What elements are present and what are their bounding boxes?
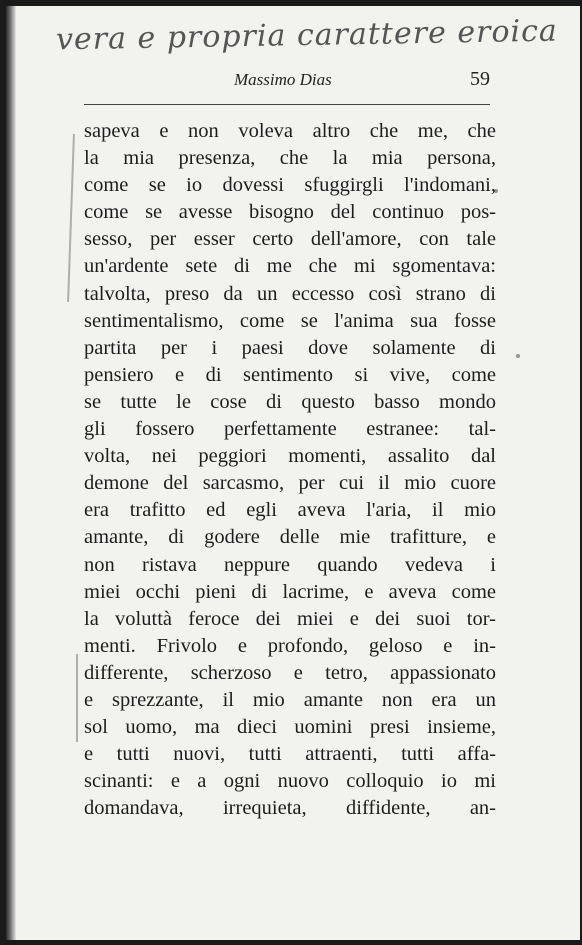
body-text [84, 118, 496, 822]
text-line: pensiero e di sentimento si vive, come [84, 363, 496, 386]
handwritten-annotation: vera e propria carattere eroica [55, 13, 559, 58]
text-line: non ristava neppure quando vedeva i [84, 553, 496, 576]
text-line: menti. Frivolo e profondo, geloso e in- [84, 634, 496, 657]
text-line: volta, nei peggiori momenti, assalito dal [84, 445, 496, 468]
text-line: un'ardente sete di me che mi sgomentava: [84, 255, 496, 278]
margin-pencil-mark [67, 134, 75, 302]
text-line: e sprezzante, il mio amante non era un [84, 688, 496, 711]
text-line: scinanti: e a ogni nuovo colloquio io mi [84, 770, 496, 793]
text-line: partita per i paesi dove solamente di [84, 336, 496, 359]
page-binding-edge [6, 6, 16, 940]
text-line: miei occhi pieni di lacrime, e aveva come [84, 580, 496, 603]
text-line: la voluttà feroce dei miei e dei suoi tor- [84, 607, 496, 630]
paper-speck [516, 354, 520, 358]
header-rule [84, 104, 490, 105]
text-line: sapeva e non voleva altro che me, che [84, 120, 496, 142]
text-line: domandava, irrequieta, diffidente, an- [84, 797, 496, 820]
text-line: sol uomo, ma dieci uomini presi insieme, [84, 716, 496, 739]
page-header [84, 66, 490, 106]
text-line: come se avesse bisogno del continuo pos- [84, 201, 496, 224]
text-line: era trafitto ed egli aveva l'aria, il mio [84, 499, 496, 522]
text-line: gli fossero perfettamente estranee: tal- [84, 418, 496, 441]
text-line: demone del sarcasmo, per cui il mio cuore [84, 472, 496, 495]
text-line: amante, di godere delle mie trafitture, e [84, 526, 496, 549]
text-line: talvolta, preso da un eccesso così strano di [84, 282, 496, 305]
text-line: la mia presenza, che la mia persona, [84, 147, 496, 170]
text-line: differente, scherzoso e tetro, appassionato [84, 661, 496, 684]
text-line: sentimentalismo, come se l'anima sua fosse [84, 309, 496, 332]
text-line: sesso, per esser certo dell'amore, con tale [84, 228, 496, 251]
text-line: se tutte le cose di questo basso mondo [84, 390, 496, 413]
book-page [6, 6, 580, 940]
text-line: e tutti nuovi, tutti attraenti, tutti affa- [84, 743, 496, 766]
page-number: 59 [470, 68, 490, 90]
running-title: Massimo Dias [234, 70, 332, 89]
text-line: come se io dovessi sfuggirgli l'indomani, [84, 174, 496, 197]
margin-pencil-mark [76, 654, 78, 742]
